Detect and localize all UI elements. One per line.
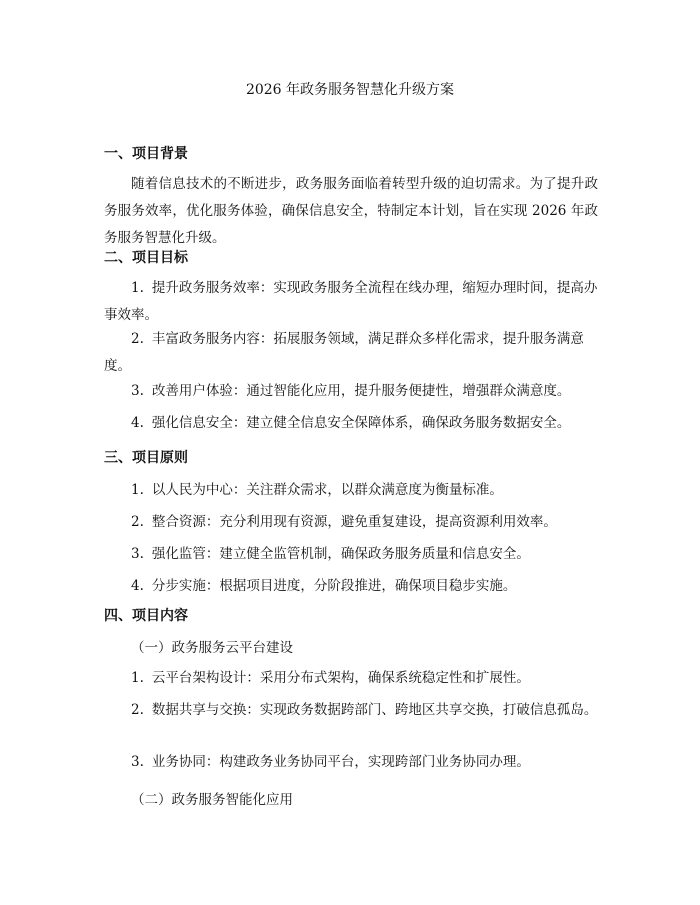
- principle-item-4-number: 4.: [131, 578, 144, 594]
- content-item-2: [104, 697, 598, 724]
- section-heading-background: 一、项目背景: [104, 146, 188, 162]
- content-item-2-number: 2.: [131, 702, 144, 718]
- background-paragraph: 随着信息技术的不断进步，政务服务面临着转型升级的迫切需求。为了提升政务服务效率，优化服务体验，确保信息安全，特制定本计划，旨在实现 2026 年政务服务智慧化升级。: [104, 176, 598, 246]
- content-item-1: [104, 665, 598, 692]
- goal-item-3: [104, 378, 598, 405]
- goal-item-4: [104, 410, 598, 437]
- content-item-3: [104, 749, 598, 776]
- content-item-3-number: 3.: [131, 754, 144, 770]
- content-item-1-number: 1.: [131, 670, 144, 686]
- goal-item-4-number: 4.: [131, 415, 144, 431]
- goal-item-3-text: 改善用户体验：通过智能化应用，提升服务便捷性，增强群众满意度。: [151, 383, 571, 399]
- content-item-1-text: 云平台架构设计：采用分布式架构，确保系统稳定性和扩展性。: [151, 670, 530, 686]
- principle-item-2: [104, 509, 598, 536]
- principle-item-1-number: 1.: [131, 482, 144, 498]
- goal-item-2-text: 丰富政务服务内容：拓展服务领域，满足群众多样化需求，提升服务满意度。: [104, 331, 584, 374]
- principle-item-3-number: 3.: [131, 546, 144, 562]
- principle-item-3: [104, 541, 598, 568]
- goal-item-3-number: 3.: [131, 383, 144, 399]
- principle-item-3-text: 强化监管：建立健全监管机制，确保政务服务质量和信息安全。: [151, 546, 530, 562]
- content-item-3-text: 业务协同：构建政务业务协同平台，实现跨部门业务协同办理。: [151, 754, 530, 770]
- subheading-cloud-platform: （一）政务服务云平台建设: [131, 640, 293, 656]
- principle-item-4: [104, 573, 598, 600]
- section-heading-content: 四、项目内容: [104, 608, 188, 624]
- section-heading-principles: 三、项目原则: [104, 450, 188, 466]
- section-heading-goals: 二、项目目标: [104, 250, 188, 266]
- goal-item-4-text: 强化信息安全：建立健全信息安全保障体系，确保政务服务数据安全。: [151, 415, 571, 431]
- goal-item-1-number: 1.: [131, 280, 144, 296]
- goal-item-1-text: 提升政务服务效率：实现政务服务全流程在线办理，缩短办理时间，提高办事效率。: [104, 280, 598, 323]
- goal-item-1: [104, 275, 598, 329]
- principle-item-2-number: 2.: [131, 514, 144, 530]
- content-item-2-text: 数据共享与交换：实现政务数据跨部门、跨地区共享交换，打破信息孤岛。: [151, 702, 598, 718]
- principle-item-2-text: 整合资源：充分利用现有资源，避免重复建设，提高资源利用效率。: [151, 514, 557, 530]
- subheading-smart-applications: （二）政务服务智能化应用: [131, 792, 293, 808]
- goal-item-2-number: 2.: [131, 331, 144, 347]
- principle-item-4-text: 分步实施：根据项目进度，分阶段推进，确保项目稳步实施。: [151, 578, 517, 594]
- goal-item-2: [104, 326, 598, 380]
- principle-item-1: [104, 477, 598, 504]
- document-title: 2026 年政务服务智慧化升级方案: [245, 82, 455, 98]
- principle-item-1-text: 以人民为中心：关注群众需求，以群众满意度为衡量标准。: [151, 482, 503, 498]
